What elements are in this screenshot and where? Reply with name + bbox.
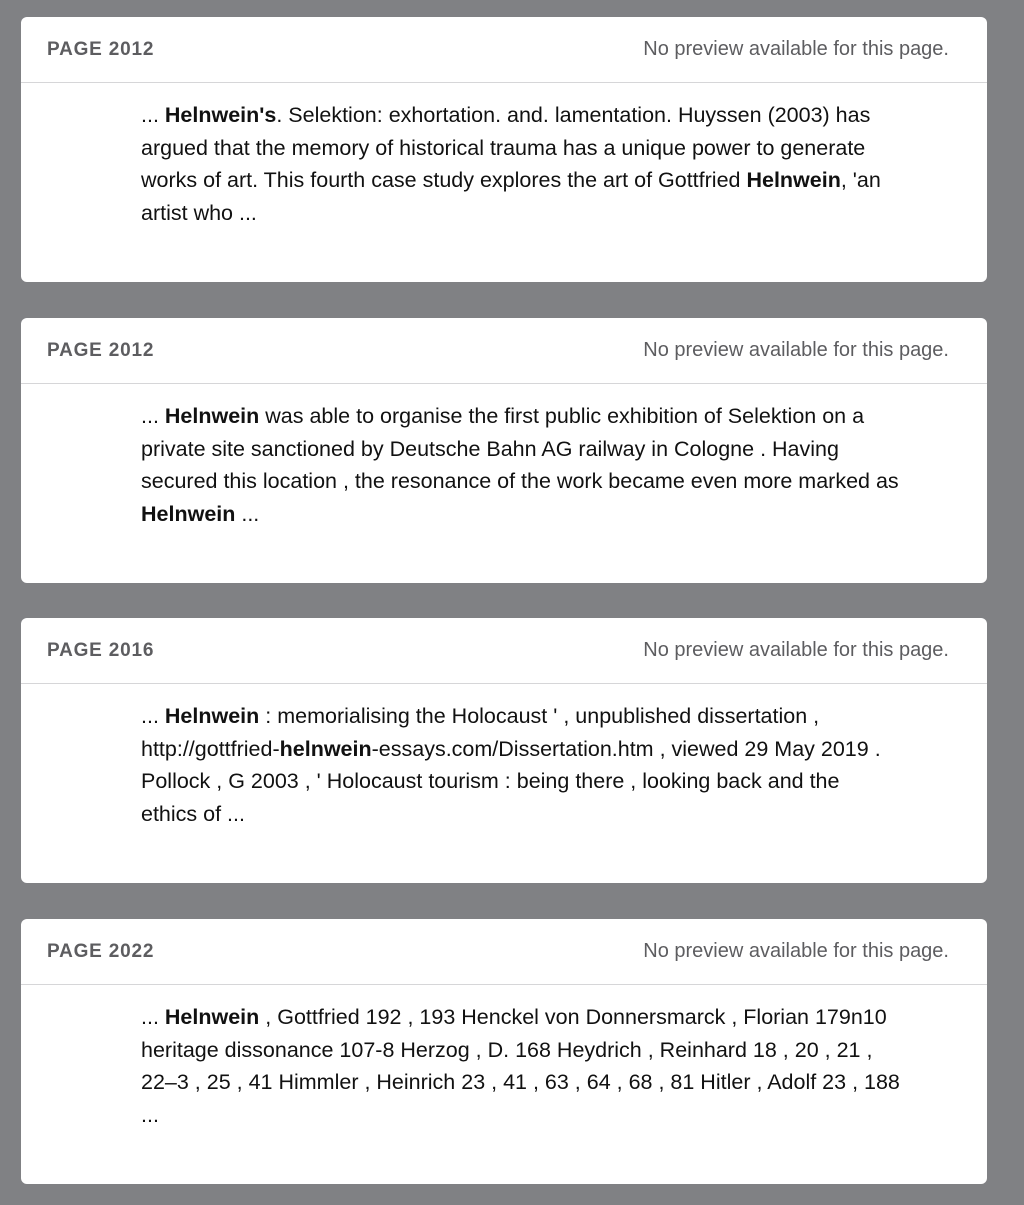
snippet-text: . Selektion: exhortation. and. lamentation. Huyssen (2003) has argued that the memory of historical trauma has a unique power to generate works of art. This fourth case study explores the art of Gottfried: [141, 103, 871, 192]
snippet-highlight: Helnwein: [164, 704, 260, 728]
page-label: PAGE 2012: [47, 38, 155, 60]
result-card-header: [21, 318, 987, 384]
page-label: PAGE 2022: [47, 940, 155, 962]
snippet-highlight: Helnwein: [164, 1005, 260, 1029]
snippet-text: : memorialising the Holocaust ' , unpublished dissertation , http://gottfried-: [141, 704, 820, 761]
result-card[interactable]: [21, 618, 987, 883]
result-card[interactable]: [21, 318, 987, 583]
result-card-header: [21, 919, 987, 985]
result-card-header: [21, 17, 987, 83]
result-card[interactable]: [21, 17, 987, 282]
snippet-text: , Gottfried 192 , 193 Henckel von Donnersmarck , Florian 179n10 heritage dissonance 107-8 Herzog , D. 168 Heydrich , Reinhard 18 , 20 , 21 , 22–3 , 25 , 41 Himmler , Heinrich 23 , 41 , 63 , 64 , 68 , 81 Hitler , Adolf 23 , 188 ...: [141, 1005, 900, 1127]
preview-status: No preview available for this page.: [643, 38, 949, 60]
result-snippet: [141, 700, 901, 830]
snippet-text: ...: [141, 1005, 165, 1029]
result-snippet: [141, 99, 901, 229]
page-label: PAGE 2012: [47, 339, 155, 361]
preview-status: No preview available for this page.: [643, 639, 949, 661]
snippet-text: ...: [141, 103, 165, 127]
snippet-text: ...: [235, 501, 260, 526]
preview-status: No preview available for this page.: [643, 940, 949, 962]
snippet-text: -essays.com/Dissertation.htm , viewed 29 May 2019 . Pollock , G 2003 , ' Holocaust tourism : being there , looking back and the ethics of ...: [141, 736, 881, 826]
preview-status: No preview available for this page.: [643, 339, 949, 361]
snippet-highlight: Helnwein: [746, 168, 841, 192]
snippet-highlight: Helnwein's: [164, 103, 277, 127]
snippet-text: ...: [141, 404, 165, 428]
snippet-text: , 'an artist who ...: [141, 168, 881, 225]
snippet-highlight: Helnwein: [141, 501, 236, 526]
result-card-header: [21, 618, 987, 684]
page-label: PAGE 2016: [47, 639, 155, 661]
result-snippet: [141, 1001, 901, 1131]
result-card[interactable]: [21, 919, 987, 1184]
snippet-text: was able to organise the first public exhibition of Selektion on a private site sanctioned by Deutsche Bahn AG railway in Cologne . Having secured this location , the resonance of the work became even more marked as: [141, 404, 899, 493]
snippet-highlight: Helnwein: [164, 404, 260, 428]
snippet-text: ...: [141, 704, 165, 728]
result-snippet: [141, 400, 901, 530]
snippet-highlight: helnwein: [279, 736, 372, 761]
